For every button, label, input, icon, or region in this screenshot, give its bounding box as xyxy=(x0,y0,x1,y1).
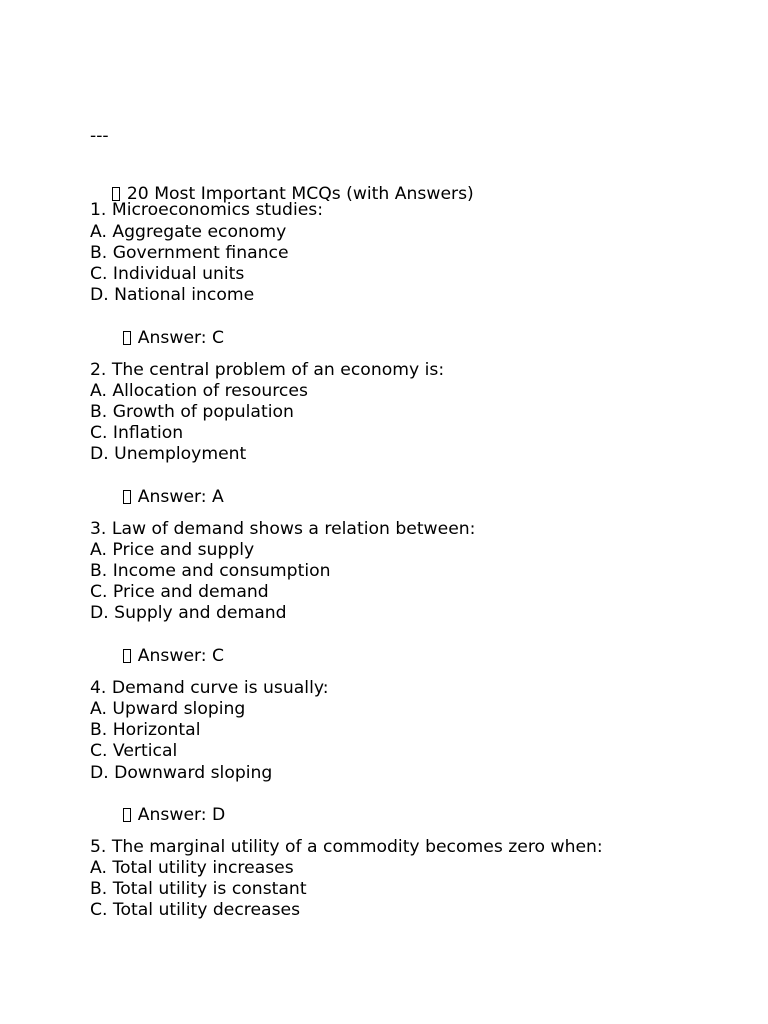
option-c: C. Total utility decreases xyxy=(90,900,301,921)
option-b: B. Income and consumption xyxy=(90,561,331,581)
document-page xyxy=(90,126,730,954)
answer-text: Answer: C xyxy=(137,327,225,348)
option-b: B. Growth of population xyxy=(90,401,294,422)
option-d: D. Supply and demand xyxy=(90,603,287,624)
answer-line xyxy=(90,465,730,507)
option-a: A. Upward sloping xyxy=(90,698,246,719)
missing-glyph-icon xyxy=(123,649,131,663)
question-5 xyxy=(90,837,730,922)
question-2 xyxy=(90,359,730,507)
option-d: D. National income xyxy=(90,285,255,306)
page-title-text: 20 Most Important MCQs (with Answers) xyxy=(126,184,474,205)
question-text: 3. Law of demand shows a relation between: xyxy=(90,518,476,539)
option-c: C. Vertical xyxy=(90,741,178,762)
option-a: A. Aggregate economy xyxy=(90,221,287,242)
question-1 xyxy=(90,200,730,348)
question-text: 2. The central problem of an economy is: xyxy=(90,359,445,380)
answer-text: Answer: C xyxy=(137,645,225,666)
option-a: A. Total utility increases xyxy=(90,858,294,879)
page-title xyxy=(90,163,730,205)
missing-glyph-icon xyxy=(123,490,131,504)
question-text: 1. Microeconomics studies: xyxy=(90,200,324,221)
option-c: C. Individual units xyxy=(90,263,245,284)
question-text: 5. The marginal utility of a commodity becomes zero when: xyxy=(90,836,603,857)
answer-line xyxy=(90,784,730,825)
option-c: C. Inflation xyxy=(90,423,184,444)
missing-glyph-icon xyxy=(123,331,131,345)
option-c: C. Price and demand xyxy=(90,582,269,603)
option-a: A. Price and supply xyxy=(90,539,255,560)
separator-line: --- xyxy=(90,126,109,146)
option-a: A. Allocation of resources xyxy=(90,380,308,401)
answer-line xyxy=(90,306,730,348)
question-4 xyxy=(90,677,730,825)
answer-text: Answer: D xyxy=(137,804,226,825)
answer-text: Answer: A xyxy=(137,486,224,507)
option-b: B. Government finance xyxy=(90,242,289,263)
missing-glyph-icon xyxy=(112,187,120,201)
option-d: D. Unemployment xyxy=(90,444,247,465)
missing-glyph-icon xyxy=(123,808,131,822)
option-b: B. Total utility is constant xyxy=(90,879,307,900)
question-text: 4. Demand curve is usually: xyxy=(90,677,329,698)
question-3 xyxy=(90,518,730,666)
option-d: D. Downward sloping xyxy=(90,762,273,783)
option-b: B. Horizontal xyxy=(90,720,201,741)
answer-line xyxy=(90,625,730,666)
